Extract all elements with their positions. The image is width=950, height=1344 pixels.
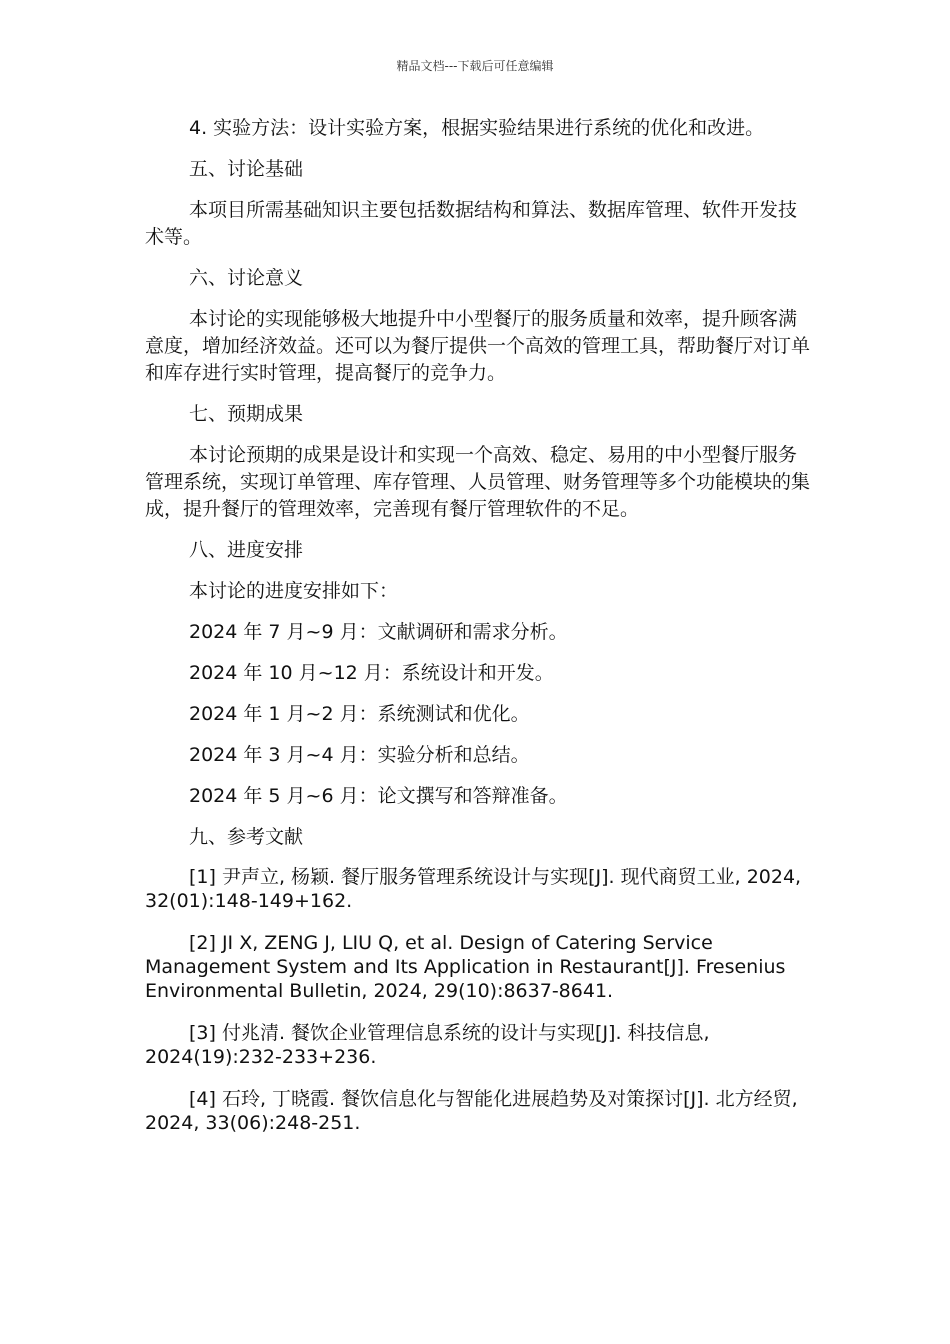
section-paragraph-8: 本讨论的进度安排如下： <box>189 580 399 602</box>
section-paragraph-7: 本讨论预期的成果是设计和实现一个高效、稳定、易用的中小型餐厅服务管理系统，实现订单管理、库存管理、人员管理、财务管理等多个功能模块的集成，提升餐厅的管理效率，完善现有餐厅管理软件的不足。 <box>145 444 811 520</box>
section-heading-6: 六、讨论意义 <box>189 267 304 289</box>
schedule-item: 2024 年 3 月~4 月：实验分析和总结。 <box>189 744 530 766</box>
reference-item: [1] 尹声立, 杨颖. 餐厅服务管理系统设计与实现[J]. 现代商贸工业, 2024, 32(01):148-149+162. <box>145 866 802 912</box>
section-heading-5: 五、讨论基础 <box>189 158 304 180</box>
section-heading-8: 八、进度安排 <box>189 539 304 561</box>
section-paragraph-6: 本讨论的实现能够极大地提升中小型餐厅的服务质量和效率，提升顾客满意度，增加经济效益。还可以为餐厅提供一个高效的管理工具，帮助餐厅对订单和库存进行实时管理，提高餐厅的竞争力。 <box>145 308 811 384</box>
schedule-item: 2024 年 5 月~6 月：论文撰写和答辩准备。 <box>189 785 568 807</box>
section-heading-7: 七、预期成果 <box>189 403 304 425</box>
reference-item: [3] 付兆清. 餐饮企业管理信息系统的设计与实现[J]. 科技信息, 2024(19):232-233+236. <box>145 1022 710 1068</box>
section-heading-9: 九、参考文献 <box>189 826 304 848</box>
section-paragraph-5: 本项目所需基础知识主要包括数据结构和算法、数据库管理、软件开发技术等。 <box>145 199 798 248</box>
schedule-item: 2024 年 7 月~9 月：文献调研和需求分析。 <box>189 621 568 643</box>
reference-item: [4] 石玲, 丁晓霞. 餐饮信息化与智能化进展趋势及对策探讨[J]. 北方经贸, 2024, 33(06):248-251. <box>145 1088 798 1134</box>
method-paragraph: 4. 实验方法：设计实验方案，根据实验结果进行系统的优化和改进。 <box>189 117 765 139</box>
schedule-item: 2024 年 1 月~2 月：系统测试和优化。 <box>189 703 530 725</box>
document-body <box>145 115 810 1153</box>
schedule-item: 2024 年 10 月~12 月：系统设计和开发。 <box>189 662 554 684</box>
reference-item: [2] JI X, ZENG J, LIU Q, et al. Design of Catering Service Management System and Its Application in Restaurant[J]. Fresenius Environmental Bulletin, 2024, 29(10):8637-8641. <box>145 932 786 1002</box>
page-header: 精品文档---下载后可任意编辑 <box>396 59 554 73</box>
